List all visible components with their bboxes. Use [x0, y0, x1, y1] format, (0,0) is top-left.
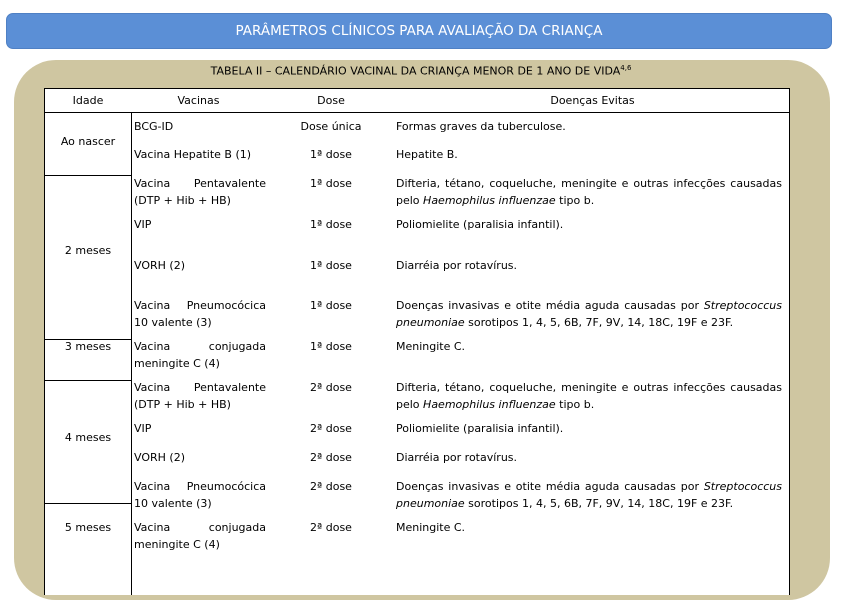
- disease-organism: Streptococcus pneumoniae: [396, 480, 782, 510]
- disease-cell: [396, 379, 782, 413]
- vaccine-name: Vacina Hepatite B (1): [134, 148, 252, 161]
- page-title-bar: [6, 13, 832, 49]
- disease-text: Doenças invasivas e otite média aguda causadas por: [396, 299, 704, 312]
- vaccine-name: VORH (2): [134, 451, 185, 464]
- vaccine-cell: [134, 338, 266, 372]
- table-caption: [0, 64, 842, 78]
- dose-cell: 1ª dose: [310, 148, 352, 161]
- age-cell: 4 meses: [64, 431, 112, 444]
- vaccine-name: VIP: [134, 218, 152, 231]
- age-divider: [45, 503, 131, 504]
- disease-cell: Hepatite B.: [396, 148, 458, 161]
- vaccine-name: Vacina conjugada: [134, 521, 266, 534]
- disease-cell: [396, 175, 782, 209]
- vaccine-cell: [134, 449, 266, 466]
- disease-organism: Haemophilus influenzae: [423, 194, 556, 207]
- dose-cell: 1ª dose: [310, 259, 352, 272]
- vaccine-name: Vacina Pentavalente: [134, 381, 266, 394]
- vaccine-name: Vacina Pentavalente: [134, 177, 266, 190]
- header-age: Idade: [72, 94, 104, 107]
- table-header-row: [45, 89, 789, 113]
- age-cell: 3 meses: [64, 340, 112, 353]
- vaccine-cell: [134, 420, 266, 437]
- vaccine-detail: meningite C (4): [134, 357, 220, 370]
- age-cell: Ao nascer: [60, 135, 116, 148]
- dose-cell: 1ª dose: [310, 299, 352, 312]
- disease-text: tipo b.: [555, 398, 595, 411]
- vaccine-cell: [134, 118, 266, 135]
- vaccine-detail: meningite C (4): [134, 538, 220, 551]
- vaccine-name: Vacina Pneumocócica: [134, 299, 266, 312]
- disease-text: sorotipos 1, 4, 5, 6B, 7F, 9V, 14, 18C, 19F e 23F.: [464, 316, 734, 329]
- dose-cell: 1ª dose: [310, 177, 352, 190]
- dose-cell: 2ª dose: [310, 422, 352, 435]
- column-divider: [131, 113, 132, 595]
- age-cell: 2 meses: [64, 244, 112, 257]
- vaccine-name: Vacina Pneumocócica: [134, 480, 266, 493]
- vaccine-detail: 10 valente (3): [134, 316, 212, 329]
- dose-cell: 2ª dose: [310, 381, 352, 394]
- dose-cell: 1ª dose: [310, 340, 352, 353]
- vaccine-detail: 10 valente (3): [134, 497, 212, 510]
- disease-cell: [396, 478, 782, 512]
- header-dose: Dose: [317, 94, 345, 107]
- disease-cell: Poliomielite (paralisia infantil).: [396, 218, 564, 231]
- vaccine-detail: (DTP + Hib + HB): [134, 194, 231, 207]
- disease-organism: Haemophilus influenzae: [423, 398, 556, 411]
- vaccine-cell: [134, 216, 266, 233]
- vaccine-cell: [134, 379, 266, 413]
- disease-cell: Meningite C.: [396, 521, 466, 534]
- vaccine-name: Vacina conjugada: [134, 340, 266, 353]
- disease-cell: Diarréia por rotavírus.: [396, 259, 518, 272]
- vaccine-cell: [134, 257, 266, 274]
- disease-text: Difteria, tétano, coqueluche, meningite e outras infecções causadas pelo: [396, 177, 782, 207]
- age-cell: 5 meses: [64, 521, 112, 534]
- vaccine-detail: (DTP + Hib + HB): [134, 398, 231, 411]
- header-vaccines: Vacinas: [177, 94, 220, 107]
- disease-cell: Poliomielite (paralisia infantil).: [396, 422, 564, 435]
- vaccine-cell: [134, 519, 266, 553]
- disease-text: Doenças invasivas e otite média aguda causadas por: [396, 480, 704, 493]
- disease-text: tipo b.: [555, 194, 595, 207]
- vaccine-cell: [134, 478, 266, 512]
- dose-cell: Dose única: [300, 120, 362, 133]
- vaccine-cell: [134, 175, 266, 209]
- disease-cell: [396, 297, 782, 331]
- age-divider: [45, 380, 131, 381]
- vaccine-cell: [134, 146, 266, 163]
- vaccine-cell: [134, 297, 266, 331]
- dose-cell: 2ª dose: [310, 480, 352, 493]
- header-diseases: Doenças Evitas: [550, 94, 635, 107]
- vaccine-name: VORH (2): [134, 259, 185, 272]
- dose-cell: 2ª dose: [310, 451, 352, 464]
- disease-text: Difteria, tétano, coqueluche, meningite e outras infecções causadas pelo: [396, 381, 782, 411]
- disease-cell: Diarréia por rotavírus.: [396, 451, 518, 464]
- disease-cell: Meningite C.: [396, 340, 466, 353]
- table-caption-text: TABELA II – CALENDÁRIO VACINAL DA CRIANÇA MENOR DE 1 ANO DE VIDA: [210, 64, 621, 78]
- page-title: PARÂMETROS CLÍNICOS PARA AVALIAÇÃO DA CRIANÇA: [235, 23, 603, 39]
- disease-organism: Streptococcus pneumoniae: [396, 299, 782, 329]
- dose-cell: 2ª dose: [310, 521, 352, 534]
- dose-cell: 1ª dose: [310, 218, 352, 231]
- age-divider: [45, 175, 131, 176]
- vaccine-name: VIP: [134, 422, 152, 435]
- vaccine-name: BCG-ID: [134, 120, 174, 133]
- disease-text: sorotipos 1, 4, 5, 6B, 7F, 9V, 14, 18C, 19F e 23F.: [464, 497, 734, 510]
- disease-cell: Formas graves da tuberculose.: [396, 120, 566, 133]
- vaccination-table: [44, 88, 790, 595]
- table-caption-ref: 4,6: [620, 64, 632, 72]
